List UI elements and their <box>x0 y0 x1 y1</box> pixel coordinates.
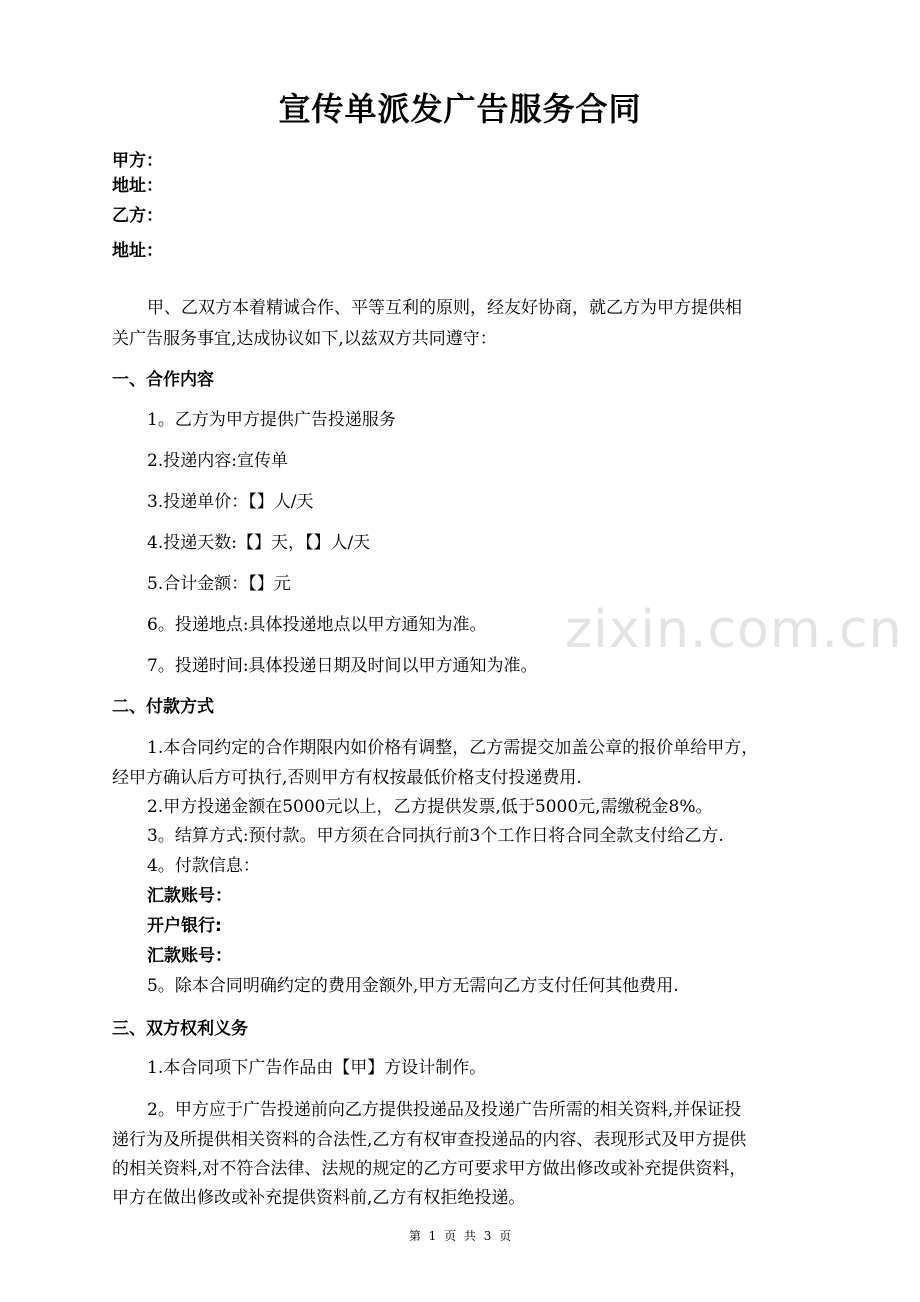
bank-label: 开户银行: <box>147 916 222 936</box>
section-3-p2-line-1: 2。甲方应于广告投递前向乙方提供投递品及投递广告所需的相关资料,并保证投 <box>147 1100 742 1120</box>
section-1-item-2: 2.投递内容:宣传单 <box>147 451 288 471</box>
section-2-p2: 2.甲方投递金额在5000元以上，乙方提供发票,低于5000元,需缴税金8%。 <box>147 797 713 817</box>
page-footer: 第 1 页 共 3 页 <box>408 1229 512 1243</box>
section-1-item-4: 4.投递天数:【】天，【】人/天 <box>147 533 371 553</box>
section-1-item-5: 5.合计金额：【】元 <box>147 574 291 594</box>
party-b-label: 乙方： <box>112 206 163 226</box>
section-3-p1: 1.本合同项下广告作品由【甲】方设计制作。 <box>147 1058 487 1078</box>
address-a-label: 地址： <box>112 176 163 196</box>
remit-account-label: 汇款账号： <box>147 886 232 906</box>
document-title: 宣传单派发广告服务合同 <box>278 90 642 128</box>
intro-line-2: 关广告服务事宜,达成协议如下,以兹双方共同遵守： <box>112 329 497 349</box>
section-1-item-1: 1。乙方为甲方提供广告投递服务 <box>147 410 396 430</box>
section-3-p2-line-3: 的相关资料,对不符合法律、法规的规定的乙方可要求甲方做出修改或补充提供资料， <box>112 1159 747 1179</box>
section-2-p1-line-2: 经甲方确认后方可执行,否则甲方有权按最低价格支付投递费用. <box>112 768 582 788</box>
section-1-heading: 一、合作内容 <box>112 370 214 390</box>
address-b-label: 地址： <box>112 241 163 261</box>
section-2-p1-line-1: 1.本合同约定的合作期限内如价格有调整，乙方需提交加盖公章的报价单给甲方， <box>147 738 759 758</box>
remit-account-label-2: 汇款账号： <box>147 946 232 966</box>
section-1-item-6: 6。投递地点:具体投递地点以甲方通知为准。 <box>147 615 487 635</box>
section-3-p2-line-2: 递行为及所提供相关资料的合法性,乙方有权审查投递品的内容、表现形式及甲方提供 <box>112 1130 747 1150</box>
section-2-p4: 4。付款信息： <box>147 856 260 876</box>
section-1-item-7: 7。投递时间:具体投递日期及时间以甲方通知为准。 <box>147 656 538 676</box>
watermark: zixin.com.cn <box>565 600 903 660</box>
intro-line-1: 甲、乙双方本着精诚合作、平等互利的原则，经友好协商，就乙方为甲方提供相 <box>147 298 742 318</box>
section-1-item-3: 3.投递单价：【】人/天 <box>147 492 314 512</box>
section-2-heading: 二、付款方式 <box>112 697 214 717</box>
section-3-p2-line-4: 甲方在做出修改或补充提供资料前,乙方有权拒绝投递。 <box>112 1188 526 1208</box>
party-a-label: 甲方： <box>112 151 163 171</box>
section-2-p3: 3。结算方式:预付款。甲方须在合同执行前3个工作日将合同全款支付给乙方. <box>147 826 724 846</box>
section-2-p5: 5。除本合同明确约定的费用金额外,甲方无需向乙方支付任何其他费用. <box>147 976 679 996</box>
section-3-heading: 三、双方权利义务 <box>112 1019 248 1039</box>
